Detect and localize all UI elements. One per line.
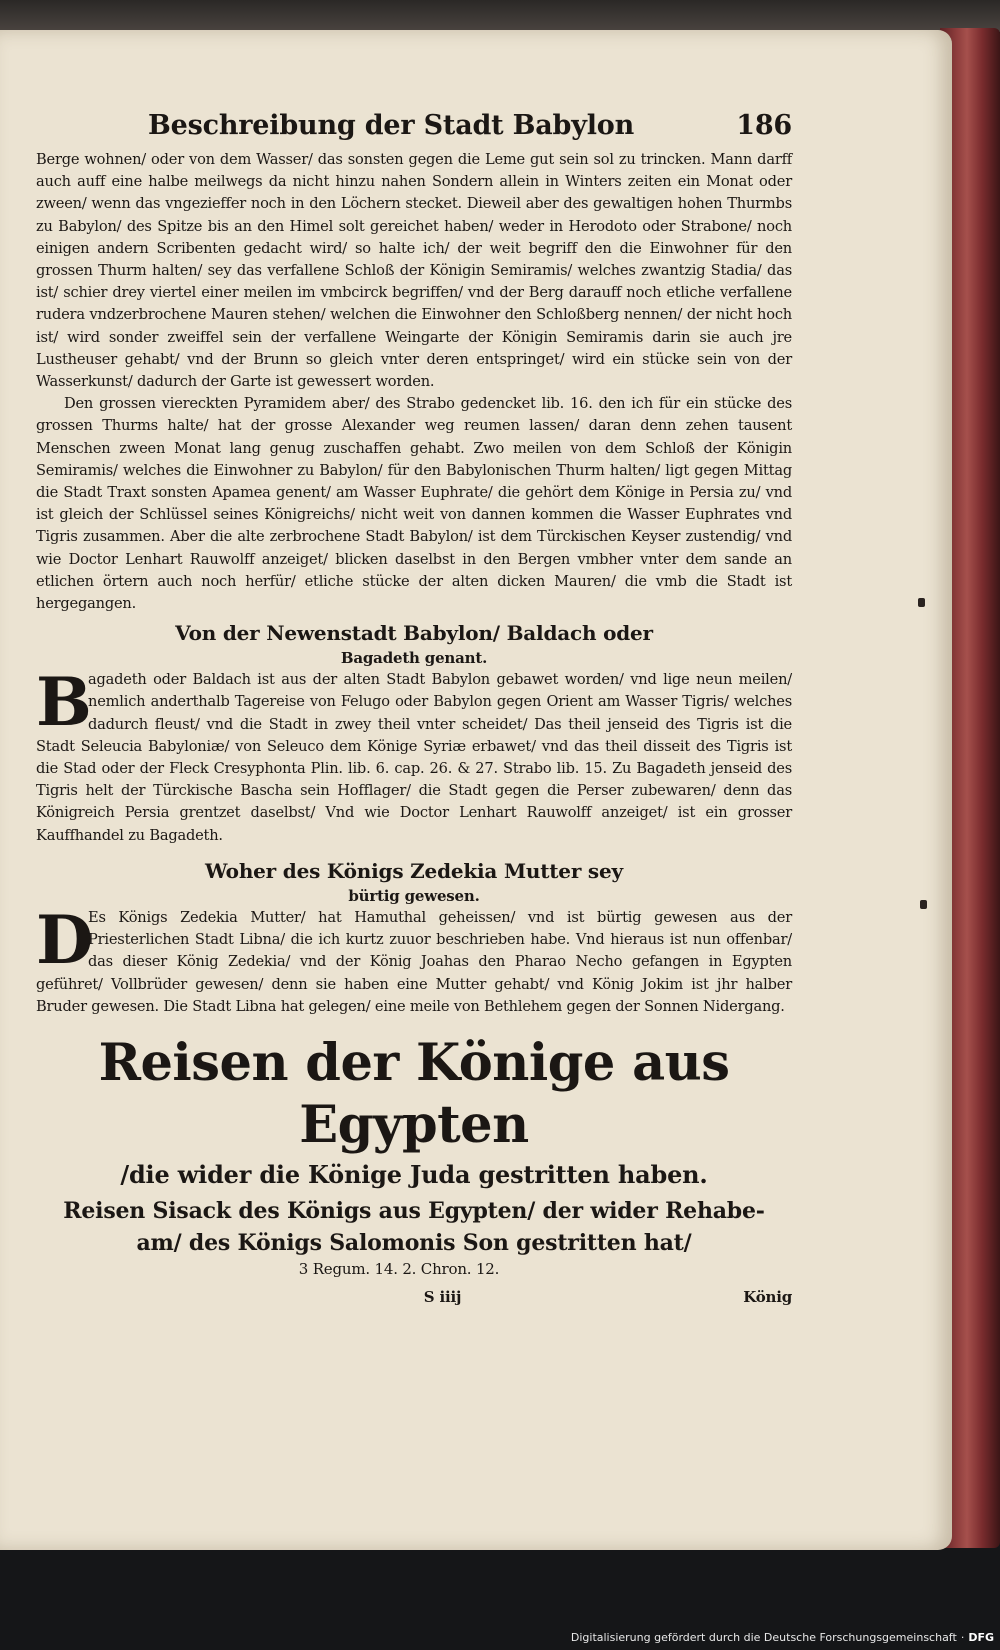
- digitization-credit: [571, 1628, 994, 1646]
- section-paragraph: [36, 663, 792, 847]
- body-text: [36, 149, 792, 615]
- chapter-subtitle: Reisen Sisack des Königs aus Egypten/ der wider Rehabe-: [63, 1197, 765, 1224]
- section-text: agadeth oder Baldach ist aus der alten Stadt Babylon gebawet worden/ vnd lige neun meilen/ nemlich anderthalb Tagereise von Felugo oder Babylon gegen Orient am Wasser Tigris/ welches dadurch fleust/ vnd die Stadt in zwey theil vnter scheidet/ Das theil jenseid des Tigris ist die Stadt Seleucia Babyloniæ/ von Seleuco dem Könige Syriæ erbawet/ vnd das theil disseit des Tigris ist die Stad oder der Fleck Cresyphonta Plin. lib. 6. cap. 26. & 27. Strabo lib. 15. Zu Bagadeth jenseid des Tigris helt der Türckische Bascha sein Hofflager/ die Stadt gegen die Perser zubewaren/ denn das Königreich Persia grentzet daselbst/ Vnd wie Doctor Lenhart Rauwolff anzeiget/ ist ein grosser Kauffhandel zu Bagadeth.: [36, 671, 792, 844]
- section-text: Es Königs Zedekia Mutter/ hat Hamuthal geheissen/ vnd ist bürtig gewesen aus der Priesterlichen Stadt Libna/ die ich kurtz zuuor beschrieben habe. Vnd hieraus ist nun offenbar/ das dieser König Zedekia/ vnd der König Joahas den Pharao Necho gefangen in Egypten geführet/ Vollbrüder gewesen/ denn sie haben eine Mutter gehabt/ vnd König Jokim ist jhr halber Bruder gewesen. Die Stadt Libna hat gelegen/ eine meile von Bethlehem gegen der Sonnen Nidergang.: [36, 908, 792, 1015]
- section-subheading: bürtig gewesen.: [348, 886, 480, 905]
- section-paragraph: [36, 900, 792, 1018]
- page-footer: [36, 1288, 792, 1306]
- running-title: Beschreibung der Stadt Babylon: [148, 110, 635, 141]
- book-page: [0, 30, 952, 1550]
- margin-mark: [918, 598, 925, 607]
- margin-mark: [920, 900, 927, 909]
- page-text: [36, 110, 792, 1306]
- credit-text: Digitalisierung gefördert durch die Deutsche Forschungsgemeinschaft: [570, 1630, 957, 1644]
- page-number: 186: [736, 110, 792, 141]
- scripture-reference: 3 Regum. 14. 2. Chron. 12.: [298, 1259, 500, 1278]
- drop-initial: B: [36, 663, 92, 742]
- dfg-logo: DFG: [968, 1630, 994, 1644]
- chapter-subtitle: /die wider die Könige Juda gestritten haben.: [120, 1159, 708, 1189]
- chapter-title: Reisen der Könige aus Egypten: [98, 1032, 730, 1155]
- signature-mark: S iiij: [423, 1287, 462, 1306]
- credit-separator: ·: [960, 1630, 965, 1644]
- chapter-subtitle: am/ des Königs Salomonis Son gestritten hat/: [136, 1229, 692, 1256]
- catchword: König: [743, 1287, 792, 1306]
- section-subheading: Bagadeth genant.: [340, 649, 488, 668]
- scan-top-border: [0, 0, 1000, 32]
- running-head: [148, 110, 792, 141]
- paragraph: Berge wohnen/ oder von dem Wasser/ das sonsten gegen die Leme gut sein sol zu trincken. Mann darff auch auff eine halbe meilwegs da nicht hinzu nahen Sondern allein in Winters zeiten ein Monat oder zween/ wenn das vngezieffer noch in den Löchern stecket. Dieweil aber des gewaltigen hohen Thurmbs zu Babylon/ des Spitze bis an den Himel solt gereichet haben/ weder in Herodoto oder Strabone/ noch einigen andern Scribenten gedacht wird/ so halte ich/ der weit begriff den die Einwohner für den grossen Thurm halten/ sey das verfallene Schloß der Königin Semiramis/ welches zwantzig Stadia/ das ist/ schier drey viertel einer meilen im vmbcirck begriffen/ vnd der Berg darauff noch etliche verfallene rudera vndzerbrochene Mauren stehen/ welchen die Einwohner den Schloßberg nennen/ der nicht hoch ist/ wird sonder zweiffel sein der verfallene Weingarte der Königin Semiramis darin sie auch jre Lustheuser gehabt/ vnd der Brunn so gleich vnter deren entspringet/ wird ein stücke sein von der Wasserkunst/ dadurch der Garte ist gewessert worden.: [36, 151, 792, 391]
- drop-initial: D: [36, 900, 94, 979]
- paragraph: Den grossen viereckten Pyramidem aber/ des Strabo gedencket lib. 16. den ich für ein stücke des grossen Thurms halte/ hat der grosse Alexander weg reumen lassen/ daran denn zehen tausent Menschen zween Monat lang genug zuschaffen gehabt. Zwo meilen von dem Schloß der Königin Semiramis/ welches die Einwohner zu Babylon/ für den Babylonischen Thurm halten/ ligt gegen Mittag die Stadt Traxt sonsten Apamea genent/ am Wasser Euphrate/ die gehört dem Könige in Persia zu/ vnd ist gleich der Schlüssel seines Königreichs/ nicht weit von dannen kommen die Wasser Euphrates vnd Tigris zusammen. Aber die alte zerbrochene Stadt Babylon/ ist dem Türckischen Keyser zustendig/ vnd wie Doctor Lenhart Rauwolff anzeiget/ blicken daselbst in den Bergen vmbher vnter dem sande an etlichen örtern auch noch herfür/ etliche stücke der alten dicken Mauren/ die vmb die Stadt ist hergegangen.: [36, 395, 792, 613]
- section-heading: Von der Newenstadt Babylon/ Baldach oder: [175, 621, 653, 646]
- section-heading: Woher des Königs Zedekia Mutter sey: [205, 858, 623, 883]
